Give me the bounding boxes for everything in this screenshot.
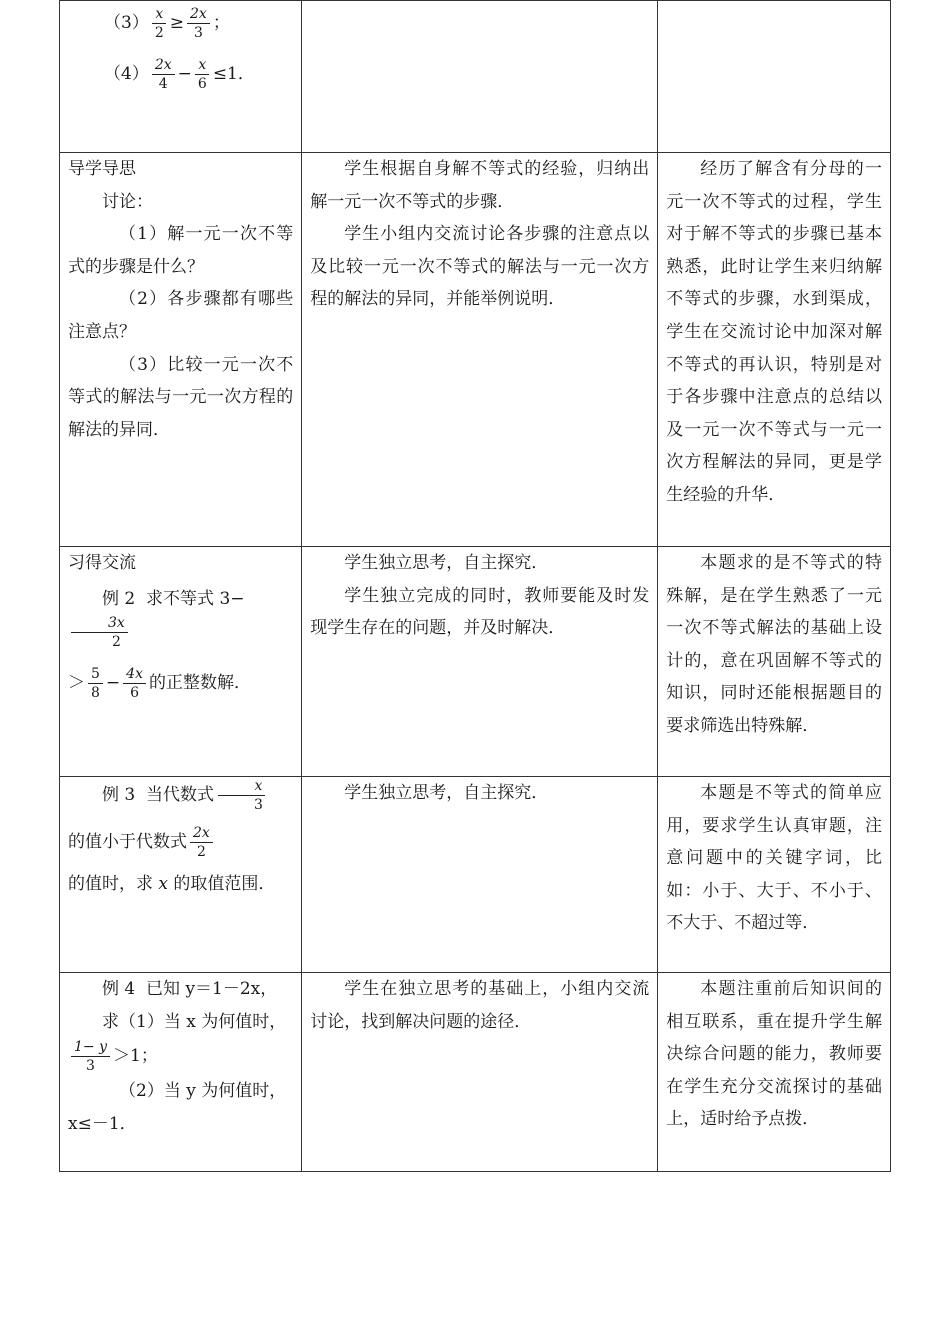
paragraph: 本题求的是不等式的特殊解，是在学生熟悉了一元一次不等式解法的基础上设计的，意在巩固解不等式的知识，同时还能根据题目的要求筛选出特殊解． (666, 553, 882, 736)
table-row (60, 153, 891, 547)
cell-design-intent (658, 1, 891, 153)
paragraph: 本题是不等式的简单应用，要求学生认真审题，注意问题中的关键字词，比如：小于、大于、不小于、不大于、不超过等． (666, 783, 882, 934)
paragraph: 学生独立完成的同时，教师要能及时发现学生存在的问题，并及时解决． (310, 585, 650, 639)
fraction: $\frac{4x}{6}$ (123, 665, 146, 702)
example-3: 例 3 当代数式 $\frac{x}{3}$ (68, 777, 293, 814)
fraction: $\frac{2x}{2}$ (190, 824, 213, 861)
section-heading: 导学导思 (68, 159, 136, 179)
cell-activity (60, 777, 302, 973)
paragraph: 本题注重前后知识间的相互联系，重在提升学生解决综合问题的能力，教师要在学生充分交流探讨的基础上，适时给予点拨． (666, 979, 882, 1130)
question: （2）各步骤都有哪些注意点？ (68, 289, 294, 342)
table-row (60, 547, 891, 777)
paragraph: 学生在独立思考的基础上，小组内交流讨论，找到解决问题的途径． (310, 979, 650, 1032)
example-2-cont: ＞ $\frac{5}{8}$ − $\frac{4x}{6}$ 的正整数解． (68, 665, 251, 701)
lesson-plan-table (59, 0, 891, 1172)
cell-activity (60, 153, 302, 547)
paragraph: 学生独立思考，自主探究． (344, 553, 549, 573)
paragraph: 经历了解含有分母的一元一次不等式的过程，学生对于解不等式的步骤已基本熟悉，此时让学生来归纳解不等式的步骤，水到渠成，学生在交流讨论中加深对解不等式的再认识，特别是对于各步骤中注意点的总结以及一元一次不等式与一元一次方程解法的异同，更是学生经验的升华． (666, 159, 882, 505)
cell-design-intent (658, 153, 891, 547)
cell-student-activity (302, 973, 658, 1172)
example-3-end: 的值时，求 x 的取值范围． (68, 874, 276, 894)
cell-student-activity (302, 547, 658, 777)
cell-activity (60, 547, 302, 777)
question: （1）解一元一次不等式的步骤是什么？ (68, 224, 294, 277)
fraction: $\frac{2x}{4}$ (152, 56, 175, 93)
cell-student-activity (302, 777, 658, 973)
example-4-q1: 求（1）当 x 为何值时， (102, 1011, 287, 1032)
cell-student-activity (302, 153, 658, 547)
fraction: $\frac{2x}{3}$ (187, 5, 210, 42)
fraction: $\frac{x}{3}$ (217, 777, 266, 814)
table-row (60, 777, 891, 973)
cell-design-intent (658, 547, 891, 777)
cell-student-activity (302, 1, 658, 153)
example-4-q1-cont: $\frac{1- y}{3}$ ＞1； (68, 1038, 293, 1075)
paragraph: 学生根据自身解不等式的经验，归纳出解一元一次不等式的步骤． (310, 159, 650, 212)
paragraph: 学生独立思考，自主探究． (344, 783, 549, 803)
fraction: $\frac{x}{6}$ (195, 56, 210, 93)
table-row (60, 1, 891, 153)
discussion-label: 讨论： (102, 191, 153, 212)
section-heading: 习得交流 (68, 553, 136, 573)
example-3-cont: 的值小于代数式 $\frac{2x}{2}$ (68, 824, 293, 861)
example-2: 例 2 求不等式 3− $\frac{3x}{2}$ (68, 584, 293, 651)
paragraph: 学生小组内交流讨论各步骤的注意点以及比较一元一次不等式的解法与一元一次方程的解法的异同，并能举例说明． (310, 224, 650, 310)
example-4: 例 4 已知 y＝1－2x， (102, 979, 278, 999)
cell-design-intent (658, 777, 891, 973)
fraction: $\frac{x}{2}$ (152, 5, 167, 42)
exercise-3: （3） $\frac{x}{2}$ ≥ $\frac{2x}{3}$ ； (104, 6, 230, 41)
question: （3）比较一元一次不等式的解法与一元一次方程的解法的异同． (68, 354, 294, 440)
fraction: $\frac{1- y}{3}$ (71, 1038, 110, 1075)
cell-activity (60, 973, 302, 1172)
cell-design-intent (658, 973, 891, 1172)
fraction: $\frac{5}{8}$ (88, 665, 103, 702)
cell-activity (60, 1, 302, 153)
exercise-4: （4） $\frac{2x}{4}$ − $\frac{x}{6}$ ≤1． (104, 57, 255, 92)
example-4-q2: （2）当 y 为何值时，x≤－1． (68, 1081, 287, 1134)
fraction: $\frac{3x}{2}$ (71, 614, 128, 651)
table-row (60, 973, 891, 1172)
